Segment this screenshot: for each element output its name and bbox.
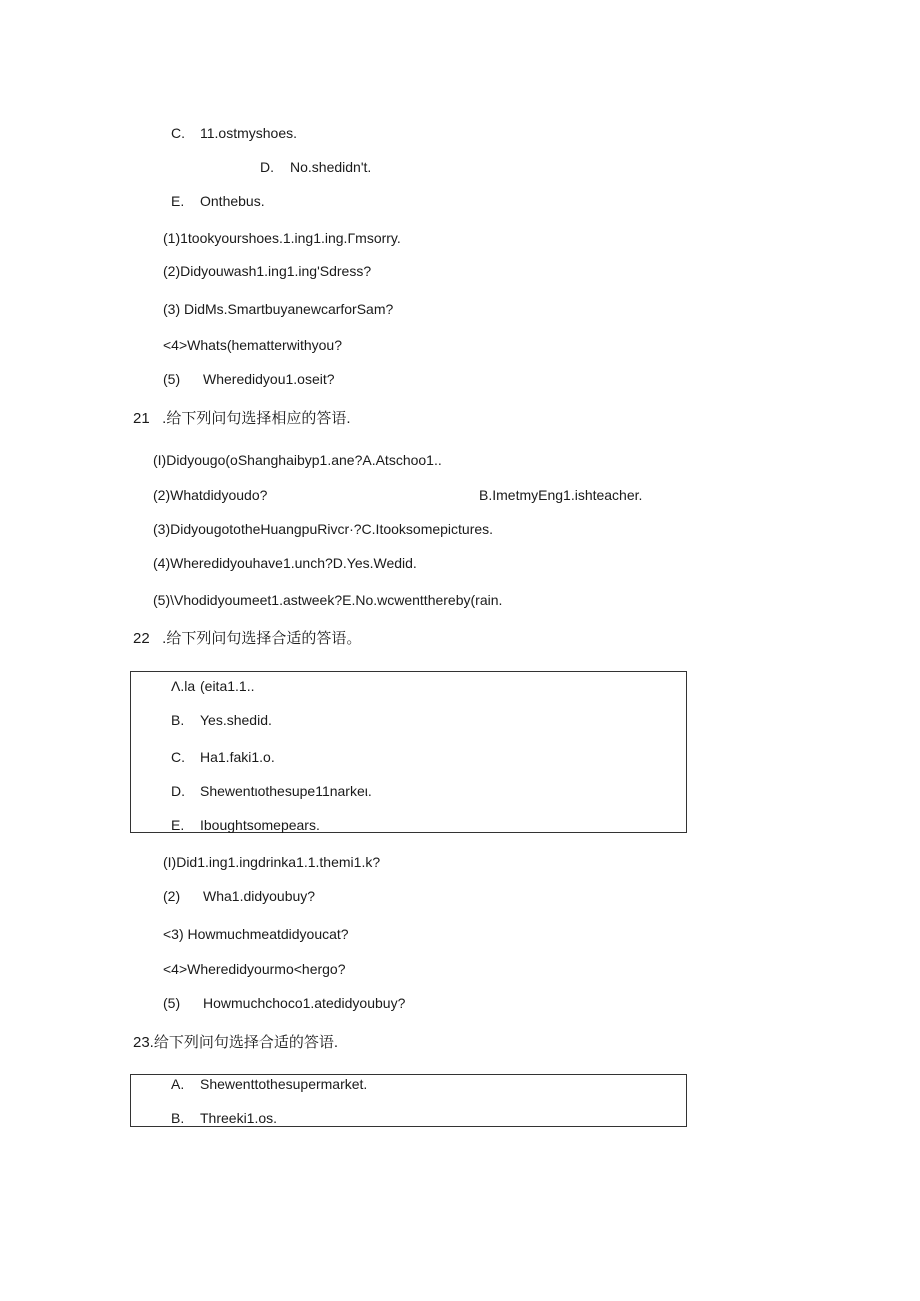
question-line: (I)Didyougo(oShanghaibyp1.ane?A.Atschoo1.. bbox=[153, 452, 442, 468]
option-text: (eita1.1.. bbox=[200, 678, 255, 694]
question-line: Wheredidyou1.oseit? bbox=[203, 371, 335, 387]
option-label: B. bbox=[171, 712, 185, 728]
question-line: (5)\Vhodidyoumeet1.astweek?E.No.wcwenttherebу(rain. bbox=[153, 592, 503, 608]
question-line: Wha1.didyoubuy? bbox=[203, 888, 316, 904]
option-label: C. bbox=[171, 125, 185, 141]
question-line: (1)1tookyourshoes.1.ing1.ing.Γmsorry. bbox=[163, 230, 401, 246]
option-text: Ha1.faki1.o. bbox=[200, 749, 275, 765]
question-line: (2)Whatdidyoudo? bbox=[153, 487, 268, 503]
option-label: D. bbox=[260, 159, 274, 175]
question-line: <4>Whats(hematterwithyou? bbox=[163, 337, 342, 353]
option-label: A. bbox=[171, 1076, 185, 1092]
section-heading: 21 .给下列问句选择相应的答语. bbox=[133, 410, 351, 427]
answer-line: B.ImetmyEng1.ishteacher. bbox=[479, 487, 643, 503]
option-label: D. bbox=[171, 783, 185, 799]
option-label: E. bbox=[171, 193, 185, 209]
question-line: (4)Wheredidyouhave1.unch?D.Yes.Wedid. bbox=[153, 555, 417, 571]
section-heading: 22 .给下列问句选择合适的答语。 bbox=[133, 630, 362, 647]
option-text: Shewenttothesupermarket. bbox=[200, 1076, 368, 1092]
option-text: Threeki1.os. bbox=[200, 1110, 278, 1126]
question-line: Howmuchchoco1.atedidyoubuy? bbox=[203, 995, 406, 1011]
section-heading: 23.给下列问句选择合适的答语. bbox=[133, 1034, 339, 1051]
option-text: 11.ostmyshoes. bbox=[200, 125, 298, 141]
question-line: (2)Didyouwash1.ing1.ing'Sdress? bbox=[163, 263, 372, 279]
option-text: Onthebus. bbox=[200, 193, 265, 209]
question-number: (5) bbox=[163, 371, 181, 387]
option-label: C. bbox=[171, 749, 185, 765]
question-line: <4>Wheredidyourmo<hergo? bbox=[163, 961, 346, 977]
question-line: (I)Did1.ing1.ingdrinka1.1.themi1.k? bbox=[163, 854, 381, 870]
option-text: Yes.shedid. bbox=[200, 712, 272, 728]
option-text: Iboughtsomepears. bbox=[200, 817, 320, 833]
question-line: (3)DidyougototheHuangpuRivcr·?C.Itooksomepictures. bbox=[153, 521, 494, 537]
option-text: Shewentιothesupe11narkeι. bbox=[200, 783, 372, 799]
option-text: No.shedidn't. bbox=[290, 159, 372, 175]
option-label: E. bbox=[171, 817, 185, 833]
question-number: (2) bbox=[163, 888, 181, 904]
question-line: (3) DidMs.SmartbuyanewcarforSam? bbox=[163, 301, 394, 317]
option-label: B. bbox=[171, 1110, 185, 1126]
question-number: (5) bbox=[163, 995, 181, 1011]
option-label: Λ.la bbox=[171, 678, 196, 694]
question-line: <3) Howmuchmeatdidyoucat? bbox=[163, 926, 349, 942]
